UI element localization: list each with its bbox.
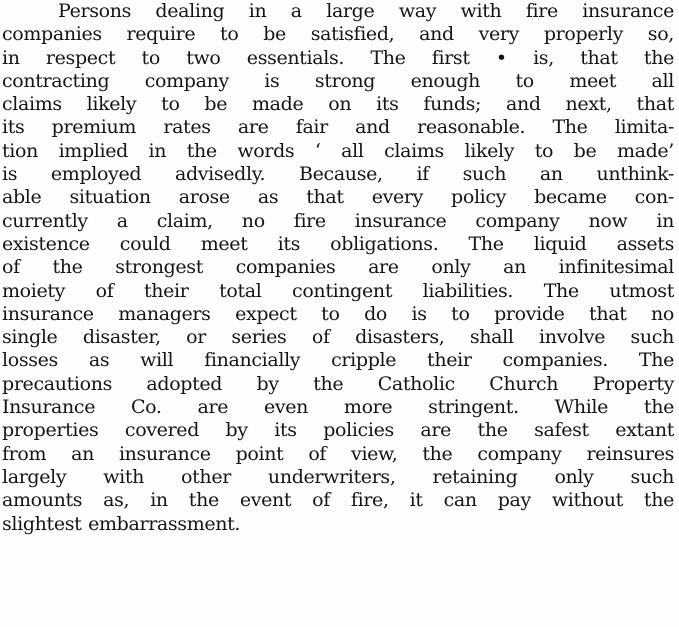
text-line: is employed advisedly. Because, if such an unthink- [2, 163, 674, 186]
text-line: its premium rates are fair and reasonable. The limita- [2, 116, 674, 139]
text-line: insurance managers expect to do is to provide that no [2, 302, 674, 325]
text-line: precautions adopted by the Catholic Church Property [2, 372, 674, 395]
text-line: contracting company is strong enough to meet all [2, 69, 674, 92]
text-line: Persons dealing in a large way with fire insurance [58, 0, 674, 22]
text-line: single disaster, or series of disasters, shall involve such [2, 326, 674, 349]
body-paragraph [2, 0, 674, 536]
text-line: slightest embarrassment. [2, 512, 241, 535]
text-line: claims likely to be made on its funds; and next, that [2, 93, 674, 116]
text-line: largely with other underwriters, retaining only such [2, 465, 674, 488]
text-line: from an insurance point of view, the company reinsures [2, 442, 674, 465]
text-line: existence could meet its obligations. The liquid assets [2, 232, 674, 255]
text-line: Insurance Co. are even more stringent. While the [2, 396, 674, 419]
text-line: currently a claim, no fire insurance company now in [2, 209, 674, 232]
text-line: properties covered by its policies are the safest extant [2, 419, 674, 442]
text-line: companies require to be satisfied, and very properly so, [2, 23, 674, 46]
text-line: amounts as, in the event of fire, it can pay without the [2, 489, 674, 512]
text-line: losses as will financially cripple their companies. The [2, 349, 674, 372]
text-line: tion implied in the words ‘ all claims likely to be made’ [2, 139, 674, 162]
text-line: of the strongest companies are only an infinitesimal [2, 256, 674, 279]
text-line: in respect to two essentials. The first • is, that the [2, 46, 674, 69]
text-line: moiety of their total contingent liabilities. The utmost [2, 279, 674, 302]
text-line: able situation arose as that every policy became con- [2, 186, 674, 209]
